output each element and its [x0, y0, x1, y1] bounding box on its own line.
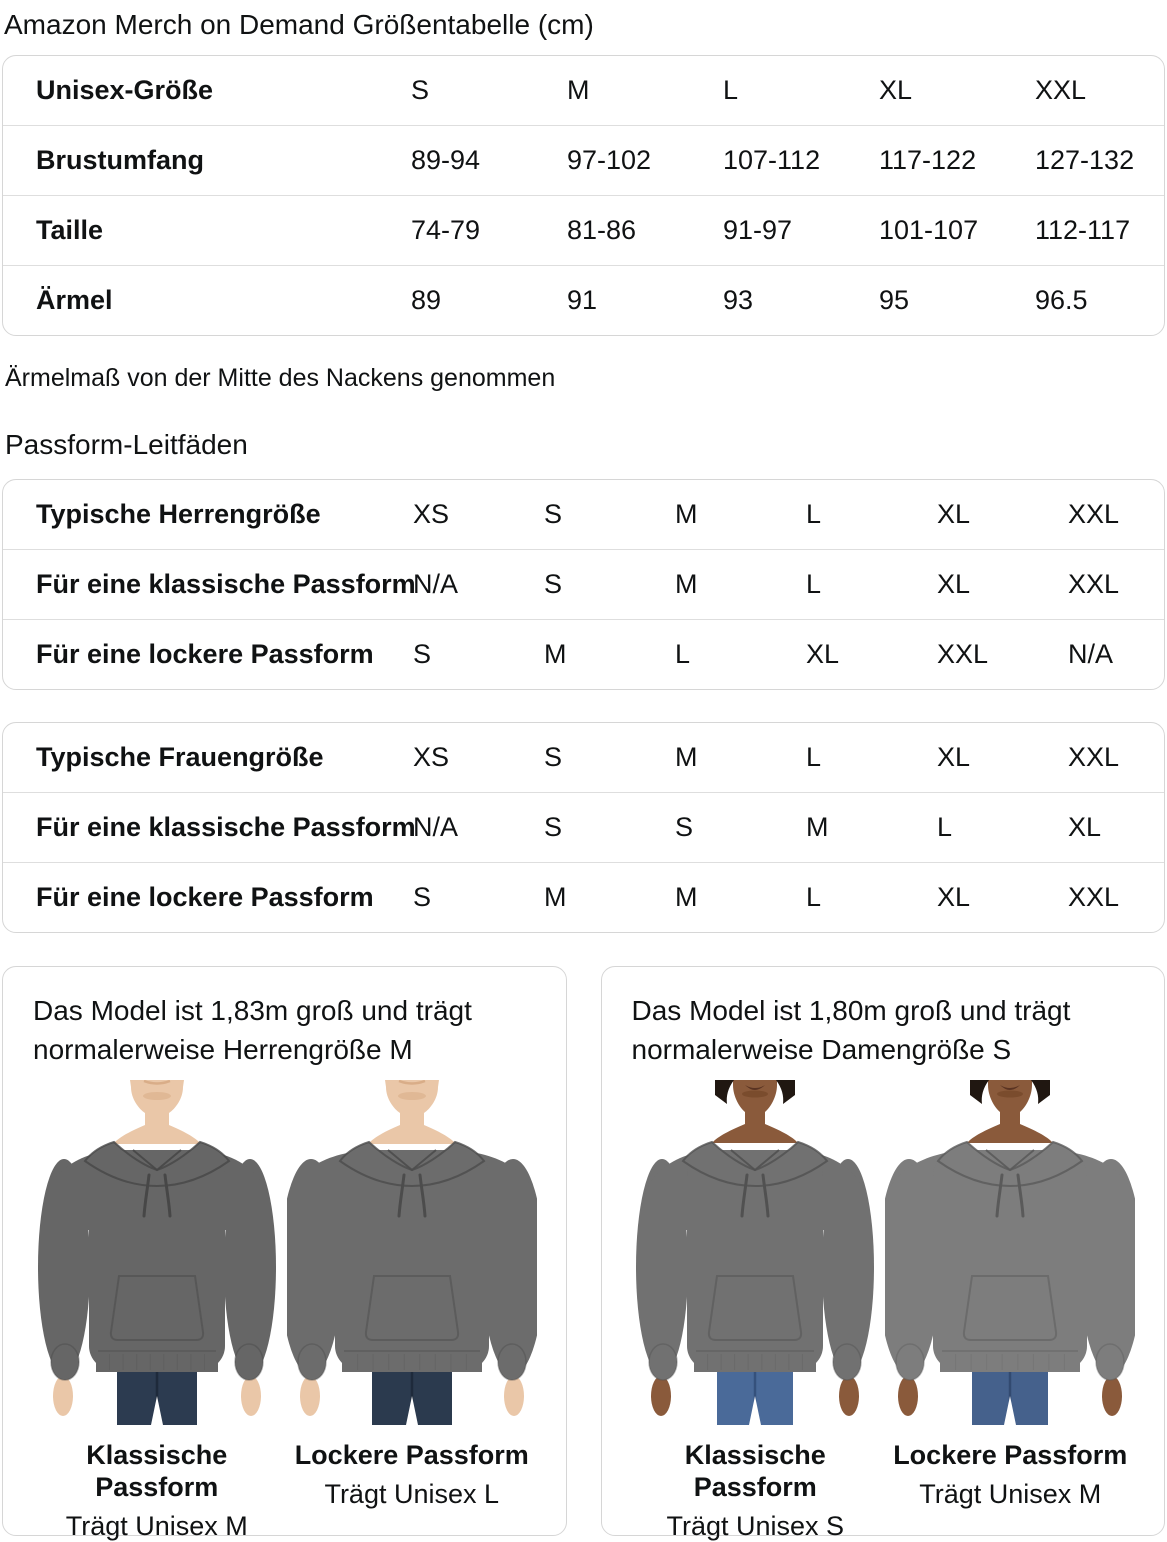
- value-cell: XL: [937, 569, 971, 599]
- value-cell: XXL: [1068, 882, 1120, 912]
- value-cell: L: [675, 639, 691, 669]
- value-cell: L: [806, 499, 822, 529]
- row-label: Typische Frauengröße: [36, 742, 324, 772]
- size-cell: XXL: [1035, 75, 1087, 105]
- table-row: [3, 265, 1164, 335]
- model-photo-man-classic: [32, 1080, 282, 1425]
- table-row: [3, 723, 1164, 792]
- wears-label: Trägt Unisex M: [919, 1479, 1102, 1509]
- row-label: Ärmel: [36, 285, 113, 315]
- value-cell: L: [806, 569, 822, 599]
- value-cell: L: [806, 742, 822, 772]
- table-row: [3, 195, 1164, 265]
- table-row: [3, 56, 1164, 125]
- value-cell: M: [675, 882, 698, 912]
- sleeve-measure-note: Ärmelmaß von der Mitte des Nackens genommen: [5, 364, 556, 392]
- value-cell: 89: [411, 285, 442, 315]
- value-cell: M: [544, 882, 567, 912]
- value-cell: M: [675, 569, 698, 599]
- value-cell: XL: [1068, 812, 1102, 842]
- row-label: Für eine lockere Passform: [36, 639, 374, 669]
- value-cell: M: [675, 499, 698, 529]
- value-cell: 74-79: [411, 215, 481, 245]
- value-cell: 112-117: [1035, 215, 1131, 245]
- value-cell: 97-102: [567, 145, 652, 175]
- value-cell: XXL: [937, 639, 989, 669]
- row-label: Typische Herrengröße: [36, 499, 321, 529]
- table-row: [3, 862, 1164, 932]
- model-description: Das Model ist 1,83m groß und trägt normalerweise Herrengröße M: [33, 995, 472, 1065]
- value-cell: S: [544, 569, 563, 599]
- size-cell: S: [411, 75, 430, 105]
- model-figure: [287, 1080, 537, 1542]
- value-cell: 127-132: [1035, 145, 1135, 175]
- wears-label: Trägt Unisex S: [666, 1511, 845, 1541]
- fit-label: Lockere Passform: [294, 1440, 529, 1470]
- model-figure: [885, 1080, 1135, 1542]
- value-cell: XS: [413, 499, 450, 529]
- value-cell: N/A: [413, 812, 459, 842]
- value-cell: XL: [937, 742, 971, 772]
- model-cards-row: [2, 966, 1165, 1541]
- value-cell: L: [937, 812, 953, 842]
- size-cell: L: [723, 75, 739, 105]
- value-cell: XXL: [1068, 742, 1120, 772]
- value-cell: 117-122: [879, 145, 977, 175]
- value-cell: XL: [806, 639, 840, 669]
- row-label: Brustumfang: [36, 145, 204, 175]
- table-row: [3, 480, 1164, 549]
- figures-row: [628, 1080, 1139, 1542]
- model-description: Das Model ist 1,80m groß und trägt normalerweise Damengröße S: [631, 995, 1071, 1065]
- value-cell: S: [544, 812, 563, 842]
- value-cell: 107-112: [723, 145, 821, 175]
- value-cell: N/A: [1068, 639, 1114, 669]
- value-cell: S: [675, 812, 694, 842]
- size-cell: XL: [879, 75, 913, 105]
- value-cell: 93: [723, 285, 754, 315]
- value-cell: 81-86: [567, 215, 637, 245]
- fit-label: Klassische Passform: [684, 1440, 826, 1502]
- page-title: Amazon Merch on Demand Größentabelle (cm): [4, 9, 594, 40]
- row-label: Unisex-Größe: [36, 75, 214, 105]
- wears-label: Trägt Unisex M: [65, 1511, 248, 1541]
- fit-label: Klassische Passform: [86, 1440, 228, 1502]
- value-cell: M: [544, 639, 567, 669]
- men-fit-table: [2, 479, 1165, 690]
- fit-label: Lockere Passform: [893, 1440, 1128, 1470]
- table-row: [3, 619, 1164, 689]
- value-cell: XXL: [1068, 569, 1120, 599]
- value-cell: S: [413, 639, 432, 669]
- value-cell: 91-97: [723, 215, 793, 245]
- male-model-card: [2, 966, 567, 1541]
- model-figure: [630, 1080, 880, 1542]
- row-label: Für eine klassische Passform: [36, 569, 416, 599]
- value-cell: 89-94: [411, 145, 481, 175]
- value-cell: S: [544, 499, 563, 529]
- model-photo-woman-classic: [630, 1080, 880, 1425]
- row-label: Für eine lockere Passform: [36, 882, 374, 912]
- value-cell: N/A: [413, 569, 459, 599]
- row-label: Für eine klassische Passform: [36, 812, 416, 842]
- model-figure: [32, 1080, 282, 1542]
- model-photo-man-loose: [287, 1080, 537, 1425]
- value-cell: S: [413, 882, 432, 912]
- value-cell: L: [806, 882, 822, 912]
- value-cell: XL: [937, 882, 971, 912]
- value-cell: 101-107: [879, 215, 979, 245]
- value-cell: XL: [937, 499, 971, 529]
- value-cell: XXL: [1068, 499, 1120, 529]
- value-cell: S: [544, 742, 563, 772]
- value-cell: M: [806, 812, 829, 842]
- table-row: [3, 792, 1164, 862]
- value-cell: XS: [413, 742, 450, 772]
- table-row: [3, 549, 1164, 619]
- value-cell: 91: [567, 285, 598, 315]
- size-cell: M: [567, 75, 590, 105]
- value-cell: M: [675, 742, 698, 772]
- female-model-card: [601, 966, 1166, 1541]
- wears-label: Trägt Unisex L: [324, 1479, 500, 1509]
- unisex-size-table: [2, 55, 1165, 336]
- model-photo-woman-loose: [885, 1080, 1135, 1425]
- value-cell: 95: [879, 285, 910, 315]
- figures-row: [29, 1080, 540, 1542]
- women-fit-table: [2, 722, 1165, 933]
- fit-guide-heading: Passform-Leitfäden: [5, 429, 248, 460]
- value-cell: 96.5: [1035, 285, 1088, 315]
- table-row: [3, 125, 1164, 195]
- row-label: Taille: [36, 215, 104, 245]
